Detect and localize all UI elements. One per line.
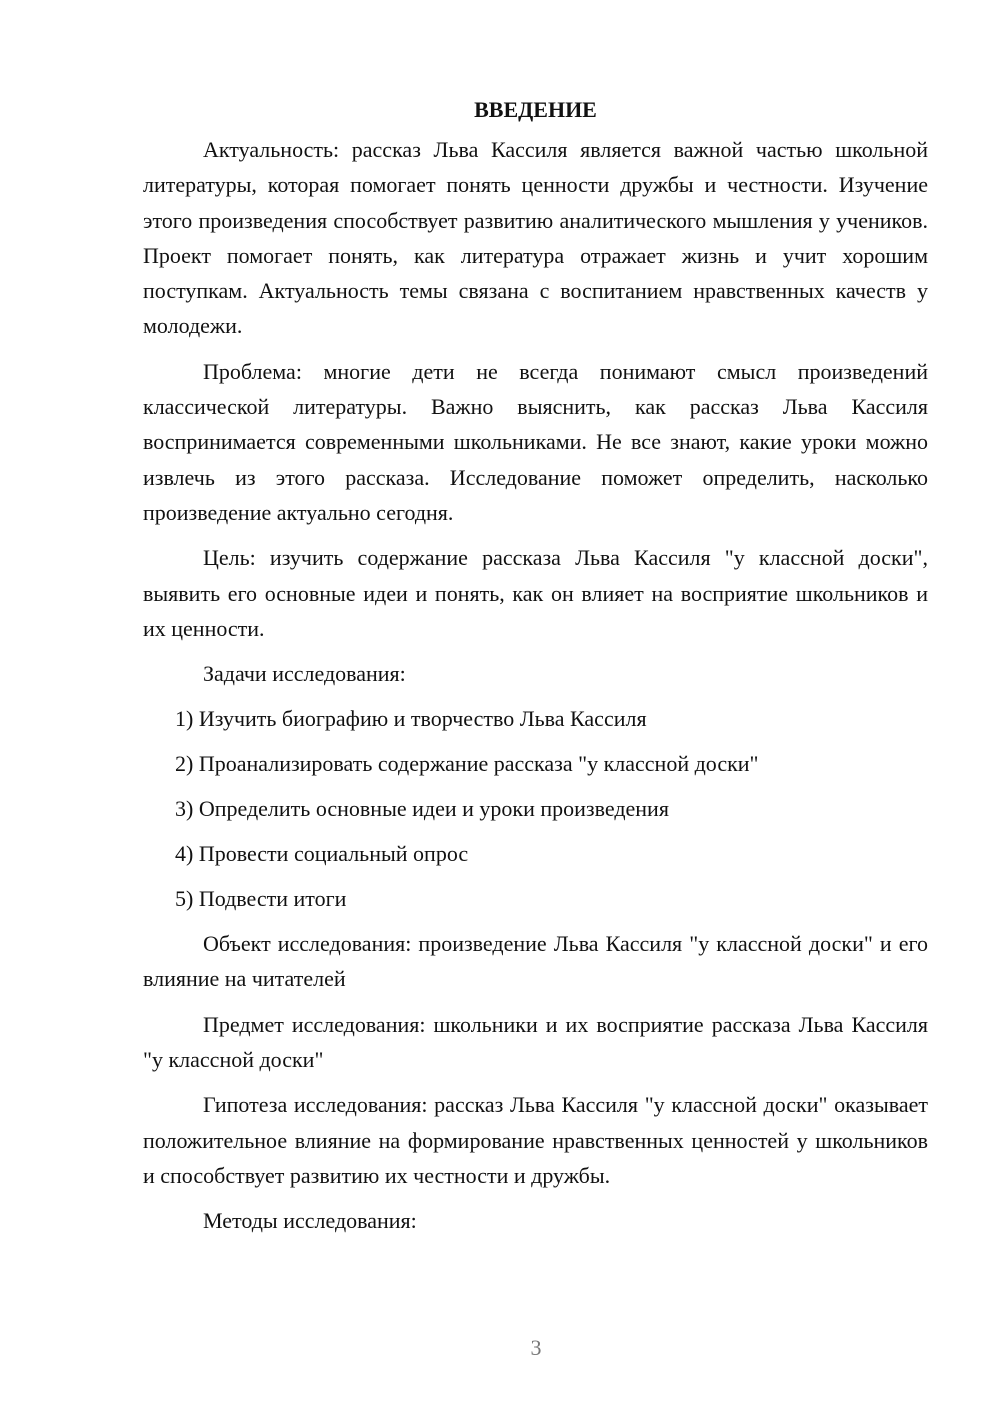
- problem-paragraph: Проблема: многие дети не всегда понимают смысл произведений классической литературы. Важно выяснить, как рассказ Льва Кассиля воспринимается современными школьниками. Не все знают, какие уроки можно извлечь из этого рассказа. Исследование поможет определить, насколько произведение актуально сегодня.: [143, 358, 928, 525]
- object-paragraph: Объект исследования: произведение Льва Кассиля "у классной доски" и его влияние на читателей: [143, 931, 928, 992]
- list-item: 3) Определить основные идеи и уроки произведения: [175, 796, 669, 822]
- page-number: 3: [530, 1335, 542, 1360]
- tasks-heading: Задачи исследования:: [203, 661, 406, 687]
- list-item: 5) Подвести итоги: [175, 886, 347, 912]
- goal-paragraph: Цель: изучить содержание рассказа Льва Кассиля "у классной доски", выявить его основные идеи и понять, как он влияет на восприятие школьников и их ценности.: [143, 545, 928, 641]
- page-title: ВВЕДЕНИЕ: [474, 97, 597, 122]
- tasks-list: [143, 701, 928, 916]
- hypothesis-paragraph: Гипотеза исследования: рассказ Льва Кассиля "у классной доски" оказывает положительное влияние на формирование нравственных ценностей у школьников и способствует развитию их честности и дружбы.: [143, 1092, 928, 1188]
- list-item: 1) Изучить биографию и творчество Льва Кассиля: [175, 706, 647, 732]
- document-page: [143, 92, 928, 1248]
- list-item: 4) Провести социальный опрос: [175, 841, 469, 867]
- list-item: 2) Проанализировать содержание рассказа "у классной доски": [175, 751, 759, 777]
- subject-paragraph: Предмет исследования: школьники и их восприятие рассказа Льва Кассиля "у классной доски": [143, 1011, 928, 1073]
- relevance-paragraph: Актуальность: рассказ Льва Кассиля является важной частью школьной литературы, которая помогает понять ценности дружбы и честности. Изучение этого произведения способствует развитию аналитического мышления у учеников. Проект помогает понять, как литература отражает жизнь и учит хорошим поступкам. Актуальность темы связана с воспитанием нравственных качеств у молодежи.: [143, 137, 928, 339]
- methods-heading: Методы исследования:: [203, 1208, 417, 1234]
